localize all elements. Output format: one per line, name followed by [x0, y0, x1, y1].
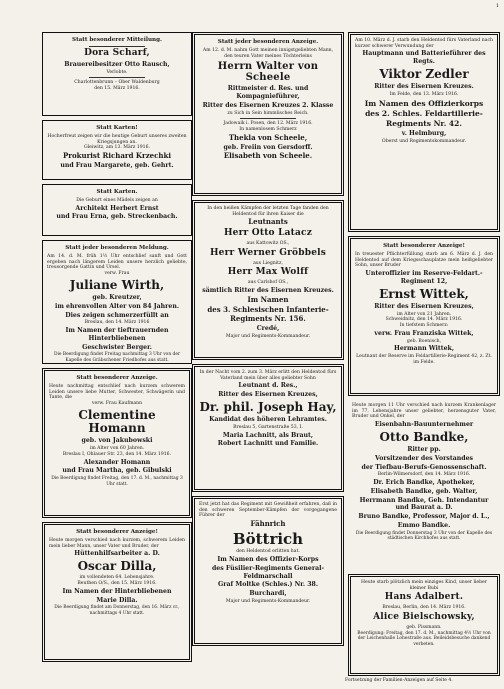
notice-line: Rittmeister d. Res. und Kompagnieführer, [227, 85, 309, 101]
notice-line: In der Nacht vom 2. zum 3. März erlitt den Heldentod fürs Vaterland mein über alles geliebter Sohn [199, 370, 337, 381]
notice-line: geb. Boenisch, [406, 338, 442, 344]
notice-line: aus Carlshof OS., [247, 280, 289, 286]
notice-line: Im Namen der Hinterbliebenen [62, 587, 172, 595]
page-number: 1 [495, 3, 499, 9]
notice-name: Hans Adalbert. [384, 592, 464, 603]
notice-line: Heute nachmittag entschlief nach kurzem schwerem Leiden unsere liebe Mutter, Schwester, Schwägerin und Tante, die [49, 383, 185, 401]
notice-line: Im Felde, den 13. März 1916. [389, 91, 459, 97]
notice-line: Emmo Bandke. [397, 521, 451, 529]
notice-line: In den heißen Kämpfen der letzten Tage fanden den Heldentod für ihren Kaiser die [207, 206, 329, 217]
notice-line: Regiments Nr. 156. [230, 314, 306, 324]
notice-line: Ritter des Eisernen Kreuzes. [374, 83, 474, 91]
notice-line: Heute morgen verschied nach kurzem, schwerem Leiden mein lieber Mann, unser Vater und Bruder, der [49, 537, 185, 549]
notice-line: Leutnants [248, 217, 288, 227]
notice-line: Herrmann Bandke, Geh. Intendantur und Baurat a. D. [359, 496, 489, 512]
notice-death-dilla [42, 522, 192, 662]
column-1 [42, 32, 192, 666]
notice-line: Im Namen des Offizier-Korps [217, 556, 319, 564]
notice-line: In treuester Pflichterfüllung starb am 6. März d. J. den Heldentod auf dem Kriegsschauplatze mein heißgeliebter Sohn, unser Bruder [355, 251, 493, 269]
notice-line: Die Beerdigung findet Freitag, den 17. d. M., nachmittag 3 Uhr statt. [51, 476, 183, 487]
notice-line: und Frau Martha, geb. Gibulski [62, 467, 172, 475]
notice-heading: Statt Karten. [96, 189, 138, 195]
notice-line: Thekla von Scheele, [228, 132, 308, 142]
notice-heading: Statt jeder besonderen Anzeige. [217, 39, 319, 45]
notice-birth-1 [42, 120, 192, 180]
notice-line: Credé, [256, 325, 280, 333]
notice-line: geb. Kreutzer, [92, 294, 142, 302]
notice-name: Otto Bandke, [379, 429, 469, 444]
notice-line: Im Namen des Offizierkorps [364, 98, 484, 108]
notice-death-homann [42, 368, 192, 518]
notice-line: Hauptmann und Batterieführer des Regts. [362, 50, 486, 66]
notice-line: v. Helmburg, [401, 129, 447, 137]
notice-heading: Statt Karten! [96, 125, 138, 131]
notice-death-boettrich [192, 496, 344, 646]
notice-line: des 3. Schlesischen Infanterie- [207, 304, 329, 314]
notice-line: Am 14. d. M. früh 1½ Uhr entschlief sanft und Gott ergeben nach längerem Leiden unsere herzlich geliebte, treusorgende Gattin und Ursel. [47, 253, 187, 271]
notice-line: Major und Regiments-Kommandeur. [225, 598, 311, 604]
notice-line: Heute morgen 11 Uhr verschied nach kurzem Krankenlager im 77. Lebensjahre unser geliebter, herzensguter Vater, Bruder und Onkel, der [352, 403, 496, 420]
notice-line: Eisenbahn-Bauunternehmer [374, 421, 474, 429]
notice-name: Alice Bielschowsky, [373, 612, 475, 623]
notice-line: geb. Freiin von Gersdorff. [223, 143, 313, 151]
notice-line: Jadowaik i. Posen, den 12. März 1916. [223, 121, 313, 127]
notice-line: Hüttenhilfsarbeiter a. D. [74, 550, 160, 558]
notice-death-wittek [348, 236, 500, 396]
notice-line: Gleiwitz, am 13. März 1916. [84, 145, 150, 151]
notice-line: Maria Lachnitt, als Braut, [222, 431, 314, 439]
notice-name: Herr Max Wolff [227, 267, 309, 278]
notice-line: Im Namen der tieftrauernden Hinterbliebenen [65, 327, 169, 342]
notice-line: Marie Dilla. [96, 596, 138, 604]
notice-line: Die Beerdigung findet am Donnerstag, den 16. März cr., nachmittags 4 Uhr statt. [54, 605, 180, 616]
notice-line: der Tiefbau-Berufs-Genossenschaft. [361, 463, 487, 471]
notice-death-hans [348, 574, 500, 676]
notice-line: Robert Lachnitt und Familie. [217, 440, 319, 448]
notice-line: im Alter von 21 Jahren. [396, 311, 452, 317]
notice-line: zu Sich in Sein himmlisches Reich. [227, 110, 309, 116]
notice-line: Breslau 5, Gartenstraße 53, I. [233, 424, 303, 430]
notice-death-scheele [192, 32, 344, 196]
notice-line: geb. von Jakubowski [81, 437, 153, 445]
notice-line: Am 10. März d. J. starb den Heldentod fürs Vaterland nach kurzer schwerer Verwundung der [355, 38, 493, 49]
notice-line: In namenlosem Schmerz [239, 127, 297, 133]
notice-line: Dies zeigen schmerzerfüllt an [65, 311, 169, 319]
notice-line: im Alter von 60 Jahren. [89, 446, 145, 452]
notice-line: Im Namen [247, 294, 289, 304]
notice-line: geb. Pissmann. [406, 624, 442, 630]
notice-line: Ritter pp. [407, 446, 441, 454]
notice-heading: Statt besonderer Anzeige! [383, 243, 465, 249]
notice-line: Hocherfreut zeigen wir die heutige Geburt unseres zweiten Kriegsjungen an. [47, 133, 187, 145]
notice-line: des 2. Schles. Feldartillerie- [365, 109, 483, 119]
notice-line: Berlin-Wilmersdorf, den 14. März 1916. [377, 472, 471, 478]
notice-line: Am 12. d. M. nahm Gott meinen innigstgeliebten Mann, den teuren Vater meines Töchterleins [202, 47, 334, 59]
notice-line: Vorsitzender des Vorstandes [374, 454, 474, 462]
notice-death-bandke [348, 400, 500, 570]
notice-line: Heute starb plötzlich mein einziges Kind, unser lieber kleiner Bubi [361, 580, 487, 591]
notice-line: Beuthen O/S., den 15. März 1916. [77, 581, 157, 587]
notice-line: Beerdigung: Freitag, den 17. d. M., nachmittag 4½ Uhr von der Leichenhalle Lohestraße aus. Beileidsbesuche dankend verbeten. [357, 630, 491, 647]
notice-line: Kandidat des höheren Lehramtes. [209, 416, 327, 424]
notice-line: Ritter des Eisernen Kreuzes, [374, 302, 474, 310]
notice-line: Hermann Wittek, [393, 345, 455, 353]
page-footer: Fortsetzung der Familien-Anzeigen auf Seite 4. [345, 678, 453, 683]
notice-line: Fähnrich [250, 519, 286, 529]
notice-line: Breslau, Berlin, den 14. März 1916. [382, 605, 466, 611]
notice-line: Die Beerdigung findet Freitag nachmittag 3 Uhr von der Kapelle des Gräbschener Friedhofes aus statt. [53, 352, 181, 363]
notice-line: Charlottenbrunn – Ober Waldenburg [74, 80, 160, 86]
notice-engagement [42, 32, 192, 116]
notice-heading: Statt besonderer Mitteilung. [72, 37, 162, 43]
notice-line: Leutnant der Reserve im Feldartillerie-Regiment 42, z. Zt. im Felde. [356, 354, 492, 365]
notice-line: verw. Frau Franziska Wittek, [374, 329, 474, 337]
notice-name: Herr Otto Latacz [223, 228, 313, 239]
notice-line: Verlobte. [106, 69, 128, 75]
notice-heading: Statt jeder besonderen Meldung. [65, 245, 169, 251]
notice-line: Bruno Bandke, Professor, Major d. L., [358, 513, 490, 521]
notice-line: Schweidnitz, den 14. März 1916. [385, 317, 463, 323]
notice-line: Ritter des Eisernen Kreuzes 2. Klasse [202, 101, 334, 109]
column-2 [192, 32, 344, 650]
notice-line: Die Beerdigung findet Donnerstag 3 Uhr von der Kapelle des städtischen Kirchhofes aus statt. [355, 530, 493, 542]
notice-line: Graf Moltke (Schles.) Nr. 38. [217, 581, 319, 589]
notice-regiment-156 [192, 200, 344, 360]
notice-line: und Frau Margarete, geb. Gehrt. [60, 161, 174, 169]
notice-line: Major und Regiments-Kommandeur. [225, 333, 311, 339]
notice-line: den 15. März 1916. [94, 86, 140, 92]
notice-birth-2 [42, 184, 192, 236]
notice-line: Elisabeth Bandke, geb. Walter, [370, 487, 478, 495]
notice-line: den Heldentod erlitten hat. [236, 549, 300, 555]
notice-line: Dr. Erich Bandke, Apotheker, [373, 479, 475, 487]
notice-death-zedler [348, 32, 500, 232]
notice-name: Böttrich [232, 529, 304, 548]
notice-line: Geschwister Berger. [82, 343, 152, 351]
notice-death-hay [192, 364, 344, 492]
notice-name: Herrn Walter von Scheele [217, 61, 319, 84]
notice-line: im ehrenvollen Alter von 84 Jahren. [55, 302, 179, 310]
notice-line: im vollendeten 64. Lebensjahre. [79, 575, 155, 581]
notice-name: Architekt Herbert Ernst [75, 204, 159, 212]
notice-line: Unteroffizier im Reserve-Feldart.-Regiment 12, [365, 270, 483, 285]
notice-name: Herr Werner Gröbbels [209, 247, 327, 258]
notice-line: Regiments Nr. 42. [386, 119, 462, 129]
notice-line: aus Liegnitz, [253, 260, 283, 266]
notice-line: und Frau Erna, geb. Streckenbach. [56, 213, 178, 221]
notice-heading: Statt besonderer Anzeige! [76, 529, 158, 535]
notice-name: Oscar Dilla, [77, 559, 157, 574]
notice-line: Alexander Homann [83, 458, 151, 466]
notice-line: Ritter des Eisernen Kreuzes, [218, 391, 318, 399]
notice-line: Burchardi, [249, 590, 287, 598]
notice-death-wirth [42, 240, 192, 364]
notice-name: Viktor Zedler [379, 66, 469, 81]
notice-name: Ernst Wittek, [379, 286, 469, 301]
notice-line: Breslau I, Ohlauer Str. 23, den 14. März 1916. [62, 451, 172, 457]
notice-name: Juliane Wirth, [69, 277, 165, 292]
notice-line: verw. Frau [104, 271, 130, 277]
notice-line: Elisabeth von Scheele. [223, 151, 313, 161]
notice-line: Breslau, den 14. März 1916 [84, 320, 150, 326]
notice-line: aus Kattowitz OS., [246, 241, 290, 247]
notice-heading: Statt besonderer Anzeige. [76, 375, 158, 381]
notice-line: Leutnant d. Res., [238, 382, 298, 390]
notice-line: Brauereibesitzer Otto Rausch, [64, 60, 170, 68]
column-3 [348, 32, 500, 680]
notice-name: Prokurist Richard Krzechki [63, 151, 171, 161]
notice-line: Erst jetzt hat das Regiment mit Gewißheit erfahren, daß in den schweren September-Kämpfen der vorgegangene Führer der [199, 502, 337, 519]
notice-line: Die Geburt eines Mädels zeigen an [76, 197, 158, 203]
notice-name: Clementine Homann [78, 407, 156, 436]
notice-line: verw. Frau Kaufmann [91, 401, 143, 407]
notice-line: Oberst und Regimentskommandeur. [381, 138, 467, 144]
notice-name: Dr. phil. Joseph Hay, [199, 399, 337, 414]
notice-line: sämtlich Ritter des Eisernen Kreuzes. [202, 287, 334, 295]
notice-name: Dora Scharf, [84, 47, 150, 58]
notice-line: In tiefstem Schmerz: [399, 323, 449, 329]
notice-line: des Füsilier-Regiments General-Feldmarschall [211, 564, 325, 580]
